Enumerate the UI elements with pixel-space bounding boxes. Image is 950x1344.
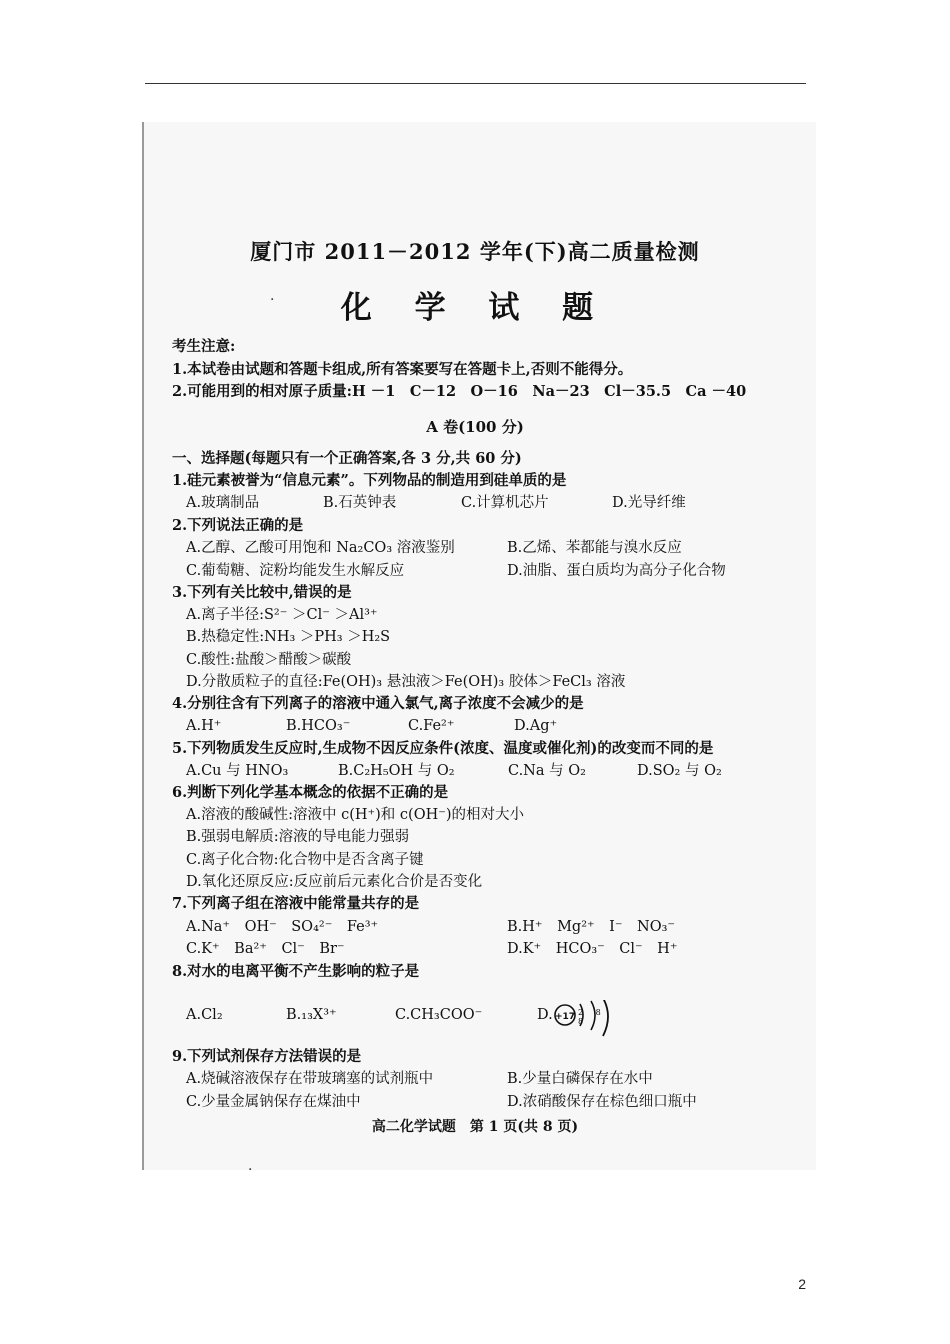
question-8-stem: 8.对水的电离平衡不产生影响的粒子是 <box>172 963 420 980</box>
subject-title: 化 学 试 题 <box>340 290 610 326</box>
question-3-stem: 3.下列有关比较中,错误的是 <box>172 584 352 601</box>
question-2-option-b: B.乙烯、苯都能与溴水反应 <box>507 540 682 556</box>
question-4-option-a: A.H⁺ <box>186 718 222 734</box>
question-2-option-d: D.油脂、蛋白质均为高分子化合物 <box>507 563 726 579</box>
atom-nucleus-label: +17 <box>554 1012 576 1022</box>
scan-speck: · <box>248 1162 253 1178</box>
question-6-option-c: C.离子化合物:化合物中是否含离子键 <box>186 852 424 868</box>
question-1-stem: 1.硅元素被誉为“信息元素”。下列物品的制造用到硅单质的是 <box>172 472 567 489</box>
question-5-option-a: A.Cu 与 HNO₃ <box>186 763 289 779</box>
question-3-option-c: C.酸性:盐酸＞醋酸＞碳酸 <box>186 652 352 668</box>
exam-title-line: 厦门市 2011－2012 学年(下)高二质量检测 <box>250 239 700 264</box>
part-one-heading: 一、选择题(每题只有一个正确答案,各 3 分,共 60 分) <box>172 450 522 467</box>
question-9-option-a: A.烧碱溶液保存在带玻璃塞的试剂瓶中 <box>186 1071 434 1087</box>
question-9-stem: 9.下列试剂保存方法错误的是 <box>172 1048 362 1065</box>
question-8-option-b: B.₁₃X³⁺ <box>286 1007 337 1023</box>
question-1-option-d: D.光导纤维 <box>612 495 686 511</box>
question-3-option-d: D.分散质粒子的直径:Fe(OH)₃ 悬浊液＞Fe(OH)₃ 胶体＞FeCl₃ 溶液 <box>186 674 626 690</box>
question-7-stem: 7.下列离子组在溶液中能常量共存的是 <box>172 895 420 912</box>
section-a-heading: A 卷(100 分) <box>426 418 524 436</box>
question-1-option-b: B.石英钟表 <box>323 495 397 511</box>
question-2-option-a: A.乙醇、乙酸可用饱和 Na₂CO₃ 溶液鉴别 <box>186 540 455 556</box>
question-7-option-c: C.K⁺ Ba²⁺ Cl⁻ Br⁻ <box>186 941 345 957</box>
question-2-option-c: C.葡萄糖、淀粉均能发生水解反应 <box>186 563 405 579</box>
notice-item-2: 2.可能用到的相对原子质量:H －1 C－12 O－16 Na－23 Cl－35.5 Ca －40 <box>172 383 747 400</box>
question-7-option-a: A.Na⁺ OH⁻ SO₄²⁻ Fe³⁺ <box>186 919 379 935</box>
question-8-option-a: A.Cl₂ <box>186 1007 223 1023</box>
page-footer: 高二化学试题 第 1 页(共 8 页) <box>371 1119 579 1135</box>
question-4-option-d: D.Ag⁺ <box>514 718 558 734</box>
question-8-option-c: C.CH₃COO⁻ <box>395 1007 483 1023</box>
question-1-option-a: A.玻璃制品 <box>186 495 260 511</box>
question-3-option-a: A.离子半径:S²⁻ ＞Cl⁻ ＞Al³⁺ <box>186 607 378 623</box>
question-7-option-d: D.K⁺ HCO₃⁻ Cl⁻ H⁺ <box>507 941 678 957</box>
question-4-option-c: C.Fe²⁺ <box>408 718 455 734</box>
question-7-option-b: B.H⁺ Mg²⁺ I⁻ NO₃⁻ <box>507 919 676 935</box>
question-9-option-d: D.浓硝酸保存在棕色细口瓶中 <box>507 1094 697 1110</box>
question-3-option-b: B.热稳定性:NH₃ ＞PH₃ ＞H₂S <box>186 629 391 645</box>
question-9-option-c: C.少量金属钠保存在煤油中 <box>186 1094 361 1110</box>
question-2-stem: 2.下列说法正确的是 <box>172 517 304 534</box>
question-1-option-c: C.计算机芯片 <box>461 495 549 511</box>
question-6-option-b: B.强弱电解质:溶液的导电能力强弱 <box>186 829 410 845</box>
question-6-stem: 6.判断下列化学基本概念的依据不正确的是 <box>172 784 449 801</box>
question-5-option-d: D.SO₂ 与 O₂ <box>637 763 722 779</box>
question-6-option-a: A.溶液的酸碱性:溶液中 c(H⁺)和 c(OH⁻)的相对大小 <box>186 807 525 823</box>
question-4-option-b: B.HCO₃⁻ <box>286 718 351 734</box>
question-5-option-b: B.C₂H₅OH 与 O₂ <box>338 763 455 779</box>
notice-heading: 考生注意: <box>172 338 236 355</box>
question-6-option-d: D.氧化还原反应:反应前后元素化合价是否变化 <box>186 874 483 890</box>
atom-structure-diagram <box>553 1000 623 1040</box>
atom-shell-electrons: 2 8 8 <box>578 1008 606 1026</box>
question-9-option-b: B.少量白磷保存在水中 <box>507 1071 653 1087</box>
question-5-stem: 5.下列物质发生反应时,生成物不因反应条件(浓度、温度或催化剂)的改变而不同的是 <box>172 740 714 757</box>
question-4-stem: 4.分别往含有下列离子的溶液中通入氯气,离子浓度不会减少的是 <box>172 695 584 712</box>
page-number: 2 <box>798 1276 806 1292</box>
question-5-option-c: C.Na 与 O₂ <box>508 763 586 779</box>
notice-item-1: 1.本试卷由试题和答题卡组成,所有答案要写在答题卡上,否则不能得分。 <box>172 361 633 378</box>
header-rule <box>145 83 806 84</box>
question-8-option-d: D. <box>537 1007 553 1023</box>
scan-speck: · <box>270 292 275 308</box>
